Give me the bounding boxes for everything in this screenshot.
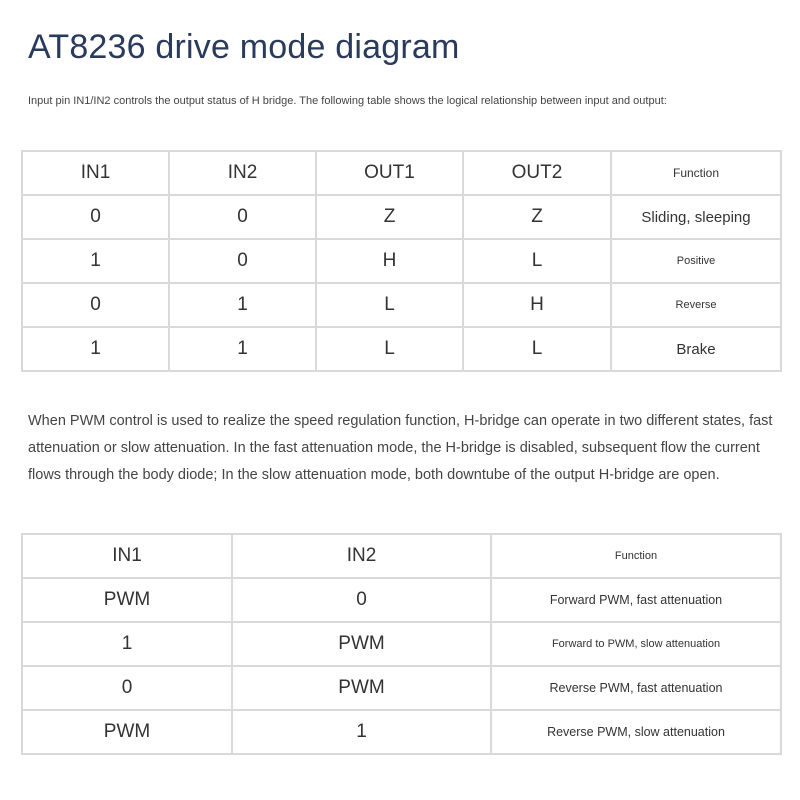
table-cell: Forward to PWM, slow attenuation: [491, 622, 781, 666]
table-cell: 1: [22, 622, 232, 666]
header-cell: IN2: [169, 151, 316, 195]
truth-table: [21, 150, 782, 372]
header-cell: IN1: [22, 151, 169, 195]
table-cell: 1: [169, 327, 316, 371]
table-row: [22, 710, 781, 754]
header-cell: IN2: [232, 534, 491, 578]
table-cell: 1: [232, 710, 491, 754]
table-row: [22, 195, 781, 239]
table-cell: PWM: [22, 710, 232, 754]
table-header-row: [22, 534, 781, 578]
table-row: [22, 239, 781, 283]
table-cell: Sliding, sleeping: [611, 195, 781, 239]
table-cell: L: [316, 283, 463, 327]
table-row: [22, 578, 781, 622]
header-cell: OUT1: [316, 151, 463, 195]
table-cell: Forward PWM, fast attenuation: [491, 578, 781, 622]
table-cell: 1: [22, 327, 169, 371]
table-cell: 0: [232, 578, 491, 622]
header-cell: IN1: [22, 534, 232, 578]
table-cell: H: [463, 283, 611, 327]
table-cell: Reverse PWM, slow attenuation: [491, 710, 781, 754]
table-cell: Reverse PWM, fast attenuation: [491, 666, 781, 710]
table-cell: PWM: [232, 622, 491, 666]
table-row: [22, 622, 781, 666]
table-cell: 0: [22, 283, 169, 327]
table-row: [22, 666, 781, 710]
table-cell: 1: [169, 283, 316, 327]
table-header-row: [22, 151, 781, 195]
table-cell: Brake: [611, 327, 781, 371]
table-cell: 0: [169, 239, 316, 283]
table-row: [22, 283, 781, 327]
table-cell: Reverse: [611, 283, 781, 327]
table-cell: 1: [22, 239, 169, 283]
page-title: AT8236 drive mode diagram: [28, 28, 460, 66]
pwm-description: When PWM control is used to realize the speed regulation function, H-bridge can operate in two different states, fast attenuation or slow attenuation. In the fast attenuation mode, the H-bridge is disabled, subsequent flow the current flows through the body diode; In the slow attenuation mode, both downtube of the output H-bridge are open.: [28, 413, 773, 483]
table-cell: H: [316, 239, 463, 283]
pwm-table: [21, 533, 782, 755]
table-cell: 0: [169, 195, 316, 239]
header-cell: Function: [611, 151, 781, 195]
header-cell: OUT2: [463, 151, 611, 195]
table-cell: Positive: [611, 239, 781, 283]
table-cell: L: [316, 327, 463, 371]
table-cell: 0: [22, 195, 169, 239]
table-cell: L: [463, 327, 611, 371]
intro-text: Input pin IN1/IN2 controls the output status of H bridge. The following table shows the logical relationship between input and output:: [28, 95, 667, 107]
table-cell: PWM: [232, 666, 491, 710]
table-cell: 0: [22, 666, 232, 710]
table-cell: Z: [463, 195, 611, 239]
table-cell: L: [463, 239, 611, 283]
header-cell: Function: [491, 534, 781, 578]
table-cell: PWM: [22, 578, 232, 622]
table-row: [22, 327, 781, 371]
table-cell: Z: [316, 195, 463, 239]
